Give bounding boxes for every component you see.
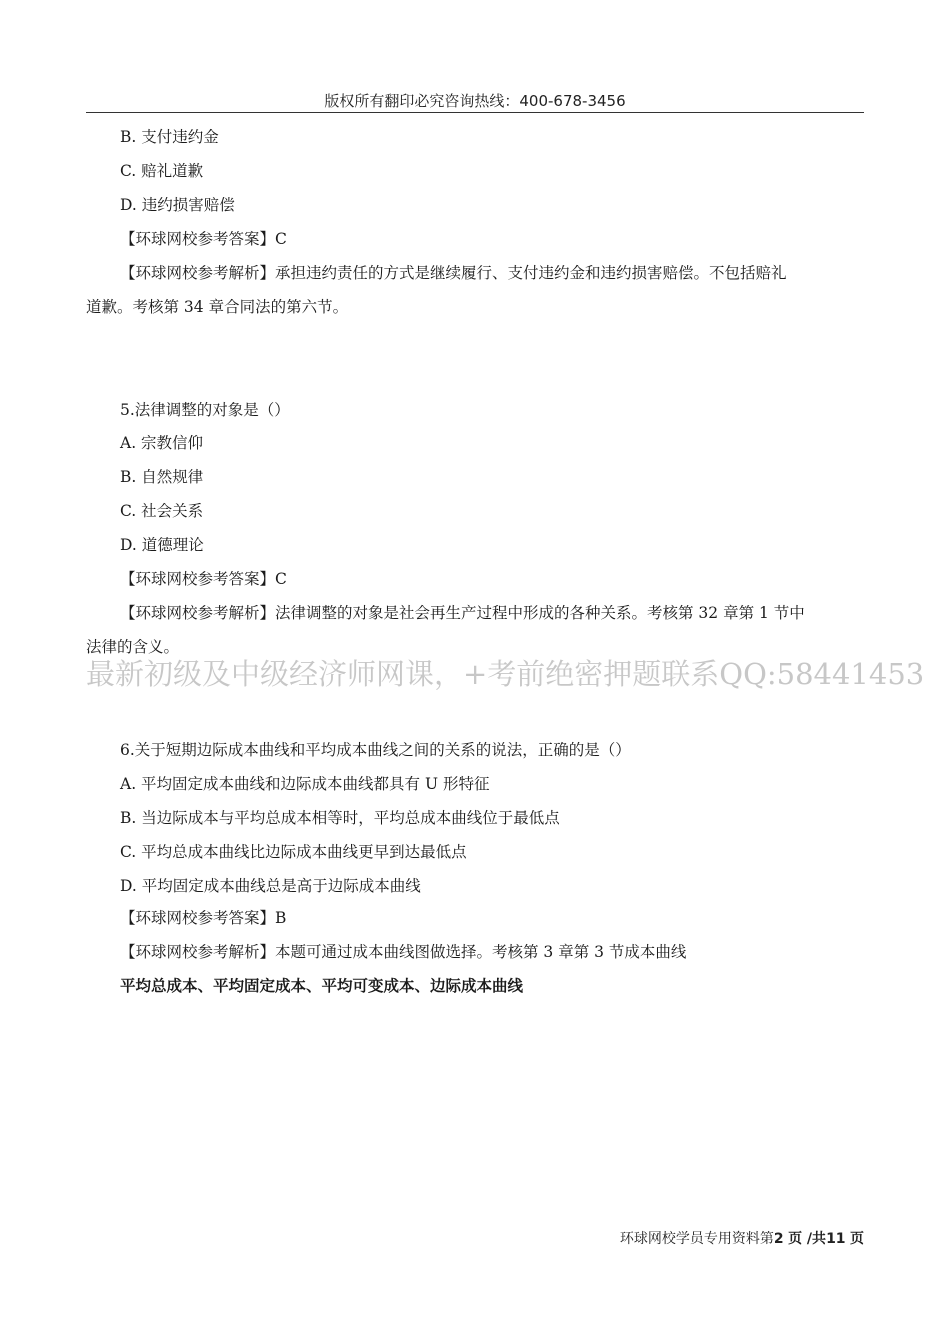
q6-bold-note: 平均总成本、平均固定成本、平均可变成本、边际成本曲线 [120, 977, 524, 995]
q4-analysis-line-2: 道歉。考核第 34 章合同法的第六节。 [86, 298, 349, 316]
q5-question: 5.法律调整的对象是（） [120, 401, 290, 419]
q6-analysis: 【环球网校参考解析】本题可通过成本曲线图做选择。考核第 3 章第 3 节成本曲线 [120, 943, 687, 961]
footer-suffix: 页 [850, 1231, 864, 1247]
footer-prefix: 环球网校学员专用资料第 [619, 1231, 774, 1247]
q4-option-c: C. 赔礼道歉 [120, 162, 204, 180]
q5-analysis-line-2: 法律的含义。 [86, 638, 180, 656]
q4-analysis-line-1: 【环球网校参考解析】承担违约责任的方式是继续履行、支付违约金和违约损害赔偿。不包括赔礼 [120, 264, 787, 282]
q5-option-a: A. 宗教信仰 [120, 434, 204, 452]
q5-option-d: D. 道德理论 [120, 536, 204, 554]
q6-answer: 【环球网校参考答案】B [120, 909, 287, 927]
q6-option-c: C. 平均总成本曲线比边际成本曲线更早到达最低点 [120, 843, 467, 861]
q4-option-b: B. 支付违约金 [120, 128, 219, 146]
q5-analysis-line-1: 【环球网校参考解析】法律调整的对象是社会再生产过程中形成的各种关系。考核第 32 章第 1 节中 [120, 604, 805, 622]
watermark-text: 最新初级及中级经济师网课，+考前绝密押题联系QQ:58441453 [86, 657, 925, 691]
footer-page-number: 2 [773, 1231, 784, 1247]
q5-option-c: C. 社会关系 [120, 502, 204, 520]
page-header: 版权所有翻印必究咨询热线：400-678-3456 [324, 92, 626, 110]
header-divider [86, 112, 864, 113]
q4-answer: 【环球网校参考答案】C [120, 230, 287, 248]
page-footer [620, 1228, 864, 1248]
q5-option-b: B. 自然规律 [120, 468, 204, 486]
q4-option-d: D. 违约损害赔偿 [120, 196, 235, 214]
q6-question: 6.关于短期边际成本曲线和平均成本曲线之间的关系的说法，正确的是（） [120, 741, 631, 759]
q6-option-d: D. 平均固定成本曲线总是高于边际成本曲线 [120, 877, 421, 895]
q6-option-b: B. 当边际成本与平均总成本相等时，平均总成本曲线位于最低点 [120, 809, 560, 827]
q5-answer: 【环球网校参考答案】C [120, 570, 287, 588]
footer-mid: 页 /共 [788, 1231, 827, 1247]
footer-total-pages: 11 [826, 1231, 846, 1247]
q6-option-a: A. 平均固定成本曲线和边际成本曲线都具有 U 形特征 [120, 775, 490, 793]
